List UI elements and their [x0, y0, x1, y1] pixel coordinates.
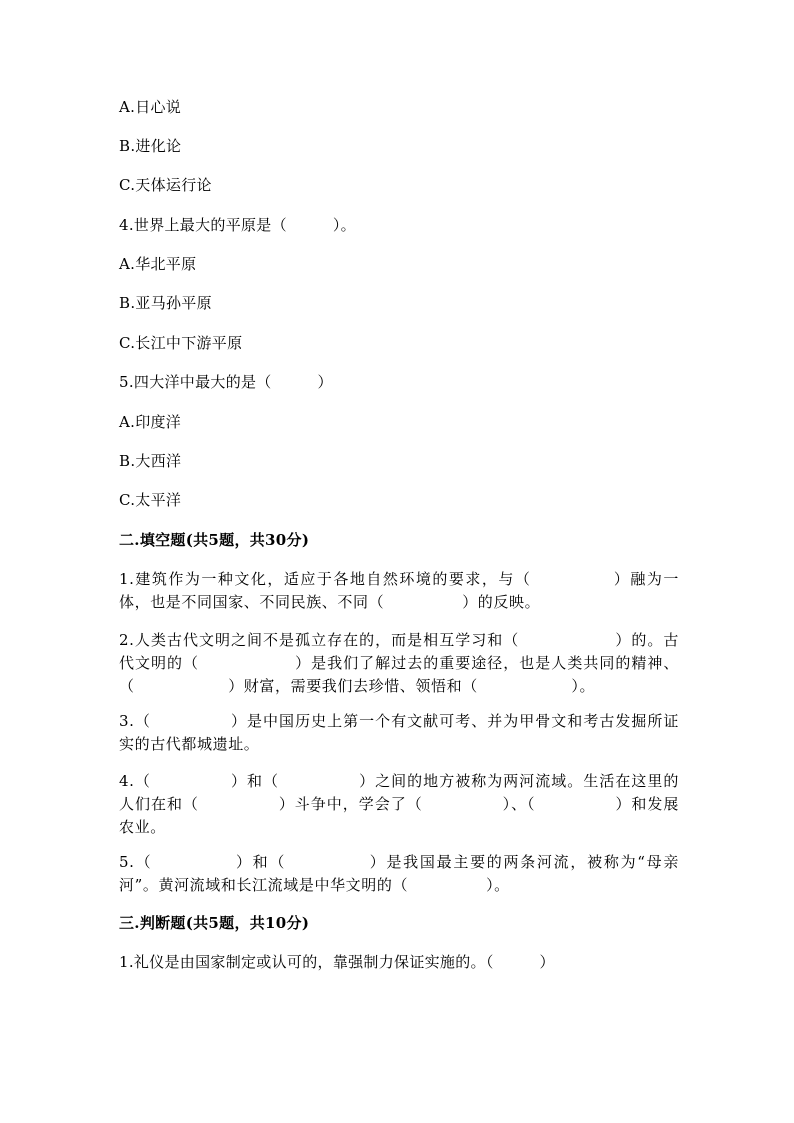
- option-b: B.亚马孙平原: [119, 294, 212, 312]
- true-false-question-1: 1.礼仪是由国家制定或认可的，靠强制力保证实施的。（ ）: [119, 953, 555, 971]
- fill-blank-question-3: 3.（ ）是中国历史上第一个有文献可考、并为甲骨文和考古发掘所证实的古代都城遗址。: [119, 712, 679, 753]
- fill-blank-question-1: 1.建筑作为一种文化，适应于各地自然环境的要求，与（ ）融为一体，也是不同国家、不同民族、不同（ ）的反映。: [119, 570, 679, 611]
- option-a: A.日心说: [119, 98, 182, 116]
- option-c: C.长江中下游平原: [119, 334, 243, 352]
- fill-blank-question-4: 4.（ ）和（ ）之间的地方被称为两河流域。生活在这里的人们在和（ ）斗争中，学会了（ ）、（ ）和发展农业。: [119, 772, 679, 836]
- question-4: 4.世界上最大的平原是（ ）。: [119, 216, 356, 234]
- fill-blank-question-2: 2.人类古代文明之间不是孤立存在的，而是相互学习和（ ）的。古代文明的（ ）是我们了解过去的重要途径，也是人类共同的精神、（ ）财富，需要我们去珍惜、领悟和（ ）。: [119, 631, 679, 695]
- section-heading-true-false: 三.判断题(共5题，共10分): [119, 914, 310, 932]
- option-b: B.进化论: [119, 137, 182, 155]
- option-c: C.天体运行论: [119, 176, 212, 194]
- fill-blank-question-5: 5.（ ）和（ ）是我国最主要的两条河流，被称为“母亲河”。黄河流域和长江流域是中华文明的（ ）。: [119, 853, 679, 894]
- option-a: A.印度洋: [119, 413, 182, 431]
- option-b: B.大西洋: [119, 452, 182, 470]
- question-5: 5.四大洋中最大的是（ ）: [119, 373, 333, 391]
- option-c: C.太平洋: [119, 491, 182, 509]
- option-a: A.华北平原: [119, 255, 197, 273]
- section-heading-fill-blank: 二.填空题(共5题，共30分): [119, 531, 310, 549]
